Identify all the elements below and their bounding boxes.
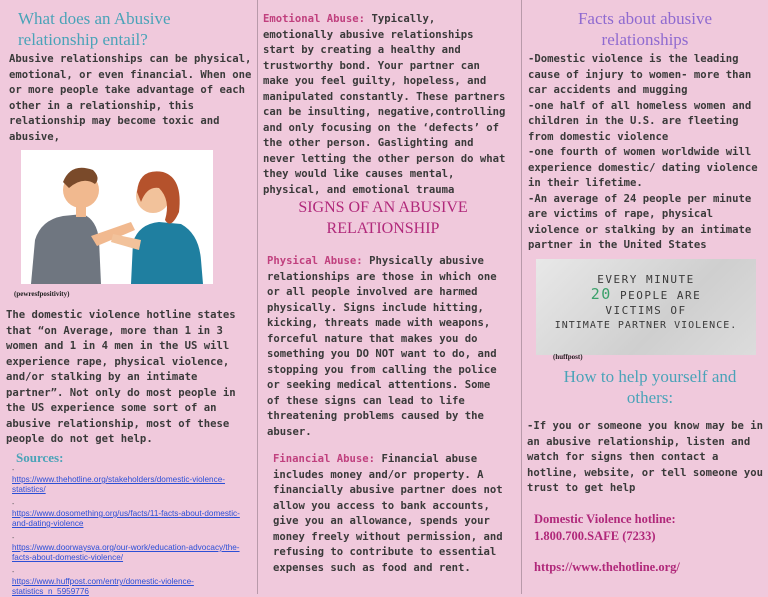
sources-label: Sources:	[16, 450, 64, 465]
financial-abuse-section	[273, 452, 509, 576]
column-left	[0, 0, 256, 594]
emotional-abuse-label: Emotional Abuse:	[263, 13, 366, 25]
column-middle	[258, 0, 516, 594]
financial-abuse-label: Financial Abuse:	[273, 453, 376, 465]
fact-item: -Domestic violence is the leading cause of injury to women- more than car accidents and mugging	[528, 53, 752, 96]
hotline-website-link[interactable]: https://www.thehotline.org/	[534, 560, 680, 574]
facts-list	[528, 52, 766, 254]
help-paragraph: -If you or someone you know may be in an abusive relationship, listen and watch for signs then contact a hotline, website, or tell someone you trust to get help	[527, 420, 763, 494]
statistic-poster	[536, 259, 756, 355]
poster-line-3: VICTIMS OF	[605, 304, 687, 317]
fact-item: -one half of all homeless women and children in the U.S. are fleeting from domestic violence	[528, 99, 752, 143]
hotline-label: Domestic Violence hotline:	[534, 512, 676, 526]
physical-abuse-text: Physically abusive relationships are those in which one or all people involved are harmed physically. Signs include hitting, kicking, threats made with weapons, forceful nature that makes you do something you DO NOT want to do, and stopping you from calling the police or seeking medical attentions. Some of these signs can lead to life threatening problems caused by the abuser.	[267, 255, 497, 438]
signs-heading: SIGNS OF AN ABUSIVE RELATIONSHIP	[298, 199, 468, 237]
source-link[interactable]: https://www.huffpost.com/entry/domestic-violence-statistics_n_5959776	[12, 577, 194, 596]
fact-item: -one fourth of women worldwide will experience domestic/ dating violence in their lifetime.	[528, 146, 758, 189]
couple-arguing-image	[21, 150, 213, 284]
physical-abuse-section	[267, 254, 507, 440]
source-link[interactable]: https://www.thehotline.org/stakeholders/domestic-violence-statistics/	[12, 475, 225, 494]
intro-paragraph: Abusive relationships can be physical, emotional, or even financial. When one or more people take advantage of each other in a relationship, this relationship may become toxic and abusive,	[9, 53, 252, 143]
source-link[interactable]: https://www.doorwaysva.org/our-work/education-advocacy/the-facts-about-domestic-violence/	[12, 543, 240, 562]
sources-list: - https://www.thehotline.org/stakeholders/domestic-violence-statistics/ - https://www.dosomething.org/us/facts/11-facts-about-domestic-and-dating-violence - https://www.doorwaysva.org/our-work/education-advocacy/the-facts-about-domestic-violence/ - https://www.huffpost.com/entry/domestic-violence-statistics_n_5959776	[12, 467, 242, 597]
emotional-abuse-section	[263, 12, 511, 198]
financial-abuse-text: Financial abuse includes money and/or property. A financially abusive partner does not allow you access to bank accounts, give you an allowance, spends your money freely without permission, and refusing to contribute to essential expenses such as food and rent.	[273, 453, 503, 574]
image-caption: (pewresfpositivity)	[14, 290, 70, 298]
couple-illustration	[21, 150, 213, 284]
hotline-statistic-paragraph: The domestic violence hotline states that “on Average, more than 1 in 3 women and 1 in 4 men in the US will experience rape, physical violence, and/or stalking by an intimate partner”. Not only do most people in the US experience some sort of an abusive relationship, most of these people do not get help.	[6, 309, 236, 445]
column-right	[522, 0, 768, 594]
poster-line-4: INTIMATE PARTNER VIOLENCE.	[554, 320, 738, 331]
poster-line-2: 20 PEOPLE ARE	[590, 285, 702, 303]
emotional-abuse-text: Typically, emotionally abusive relationships start by creating a healthy and trustworthy bond. Your partner can make you feel guilty, hopeless, and manipulated constantly. These partners can be insulting, negative,controlling and only focusing on the ‘defects’ of the other person. Gaslighting and never letting the other person do what they would like causes mental, physical, and emotional trauma	[263, 13, 506, 196]
facts-heading: Facts about abusive relationships	[577, 9, 713, 49]
heading-what-entails: What does an Abusive relationship entail?	[18, 9, 171, 49]
physical-abuse-label: Physical Abuse:	[267, 255, 363, 267]
poster-caption: (huffpost)	[553, 353, 583, 361]
source-link[interactable]: https://www.dosomething.org/us/facts/11-facts-about-domestic-and-dating-violence	[12, 509, 240, 528]
poster-number: 20	[590, 285, 612, 303]
fact-item: -An average of 24 people per minute are victims of rape, physical violence or stalking by an intimate partner in the United States	[528, 192, 752, 251]
poster-line-1: EVERY MINUTE	[597, 273, 695, 286]
help-heading: How to help yourself and others:	[563, 367, 737, 407]
hotline-number: 1.800.700.SAFE (7233)	[534, 529, 656, 543]
